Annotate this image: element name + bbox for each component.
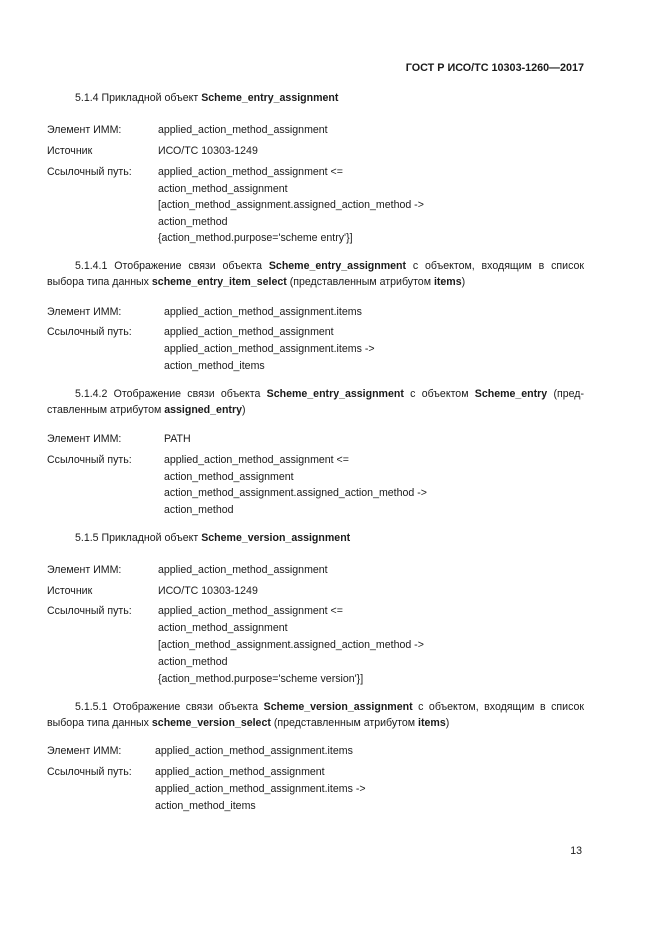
para-text: 5.1.5.1 Отображение связи объекта (75, 701, 264, 713)
ref-path-line: action_method_assignment (164, 470, 294, 483)
ref-path-line: applied_action_method_assignment <= (158, 166, 343, 178)
element-value: applied_action_method_assignment.items (155, 745, 353, 757)
ref-path-line: action_method_assignment (158, 622, 288, 634)
ref-path-line: applied_action_method_assignment.items -> (155, 783, 366, 795)
para-text: (представленным атрибутом (270, 717, 419, 729)
heading-entity-name: Scheme_entry_assignment (201, 92, 339, 104)
ref-path-line: [action_method_assignment.assigned_action_method -> (158, 639, 424, 651)
ref-path-line: action_method (158, 656, 228, 668)
para-text: 5.1.4.1 Отображение связи объекта (75, 260, 269, 272)
ref-path-line: {action_method.purpose='scheme version'}] (158, 673, 364, 685)
para-attribute: items (433, 276, 462, 288)
para-text: ) (461, 276, 466, 288)
ref-path-line: action_method_items (164, 360, 265, 372)
ref-path-line: [action_method_assignment.assigned_action_method -> (158, 199, 424, 211)
para-entity: Scheme_version_assignment (263, 701, 413, 713)
ref-path-line: action_method_assignment.assigned_action_method -> (164, 487, 427, 499)
para-attribute: assigned_entry (164, 404, 242, 416)
section-heading-5-1-5 (75, 532, 350, 544)
para-text: с объектом, входящим в список выбора типа данных (47, 701, 585, 729)
para-entity: Scheme_entry_assignment (266, 388, 404, 400)
ref-path-line: action_method_assignment (158, 182, 288, 195)
ref-path-line: action_method (158, 215, 228, 228)
para-text: ) (445, 717, 450, 729)
ref-path-label: Ссылочный путь: (47, 166, 132, 178)
ref-path-label: Ссылочный путь: (47, 454, 132, 466)
section-heading-5-1-4 (75, 92, 338, 104)
source-value: ИСО/ТС 10303-1249 (158, 585, 258, 597)
element-value: PATH (164, 433, 191, 445)
element-value: applied_action_method_assignment (158, 564, 328, 576)
para-text: 5.1.4.2 Отображение связи объекта (75, 388, 267, 400)
para-text: ) (241, 404, 246, 416)
para-text: (представленным атрибутом (286, 276, 434, 288)
element-value: applied_action_method_assignment.items (164, 306, 362, 318)
ref-path-label: Ссылочный путь: (47, 326, 132, 338)
source-label: Источник (47, 585, 93, 597)
para-select-type: scheme_version_select (151, 717, 271, 729)
element-label: Элемент ИММ: (47, 124, 122, 136)
ref-path-label: Ссылочный путь: (47, 766, 132, 778)
element-label: Элемент ИММ: (47, 564, 122, 576)
paragraph-5-1-4-1 (47, 258, 584, 290)
ref-path-line: applied_action_method_assignment <= (164, 454, 349, 466)
element-label: Элемент ИММ: (47, 433, 122, 445)
element-label: Элемент ИММ: (47, 745, 122, 757)
ref-path-line: applied_action_method_assignment (164, 326, 334, 338)
ref-path-line: action_method_items (155, 800, 256, 812)
element-label: Элемент ИММ: (47, 306, 122, 318)
para-target-entity: Scheme_entry (474, 388, 548, 400)
page-number: 13 (570, 845, 582, 857)
para-text: с объектом (403, 388, 475, 400)
para-text: с объектом, входящим в список выбора типа данных (47, 260, 585, 288)
heading-prefix: 5.1.4 Прикладной объект (75, 92, 202, 104)
ref-path-label: Ссылочный путь: (47, 605, 132, 617)
paragraph-5-1-5-1 (47, 699, 584, 731)
para-entity: Scheme_entry_assignment (268, 260, 407, 272)
page-header: ГОСТ Р ИСО/ТС 10303-1260—2017 (405, 62, 584, 74)
para-select-type: scheme_entry_item_select (151, 276, 287, 288)
element-value: applied_action_method_assignment (158, 124, 328, 136)
paragraph-5-1-4-2 (47, 386, 584, 418)
para-attribute: items (418, 717, 446, 729)
ref-path-line: {action_method.purpose='scheme entry'}] (158, 232, 353, 244)
ref-path-line: applied_action_method_assignment <= (158, 605, 343, 617)
heading-entity-name: Scheme_version_assignment (201, 532, 351, 544)
ref-path-line: action_method (164, 503, 234, 516)
source-label: Источник (47, 145, 93, 157)
heading-prefix: 5.1.5 Прикладной объект (75, 532, 202, 544)
ref-path-line: applied_action_method_assignment (155, 766, 325, 778)
para-text: (пред-ставленным атрибутом (47, 388, 584, 416)
source-value: ИСО/ТС 10303-1249 (158, 145, 258, 157)
ref-path-line: applied_action_method_assignment.items -> (164, 343, 375, 355)
